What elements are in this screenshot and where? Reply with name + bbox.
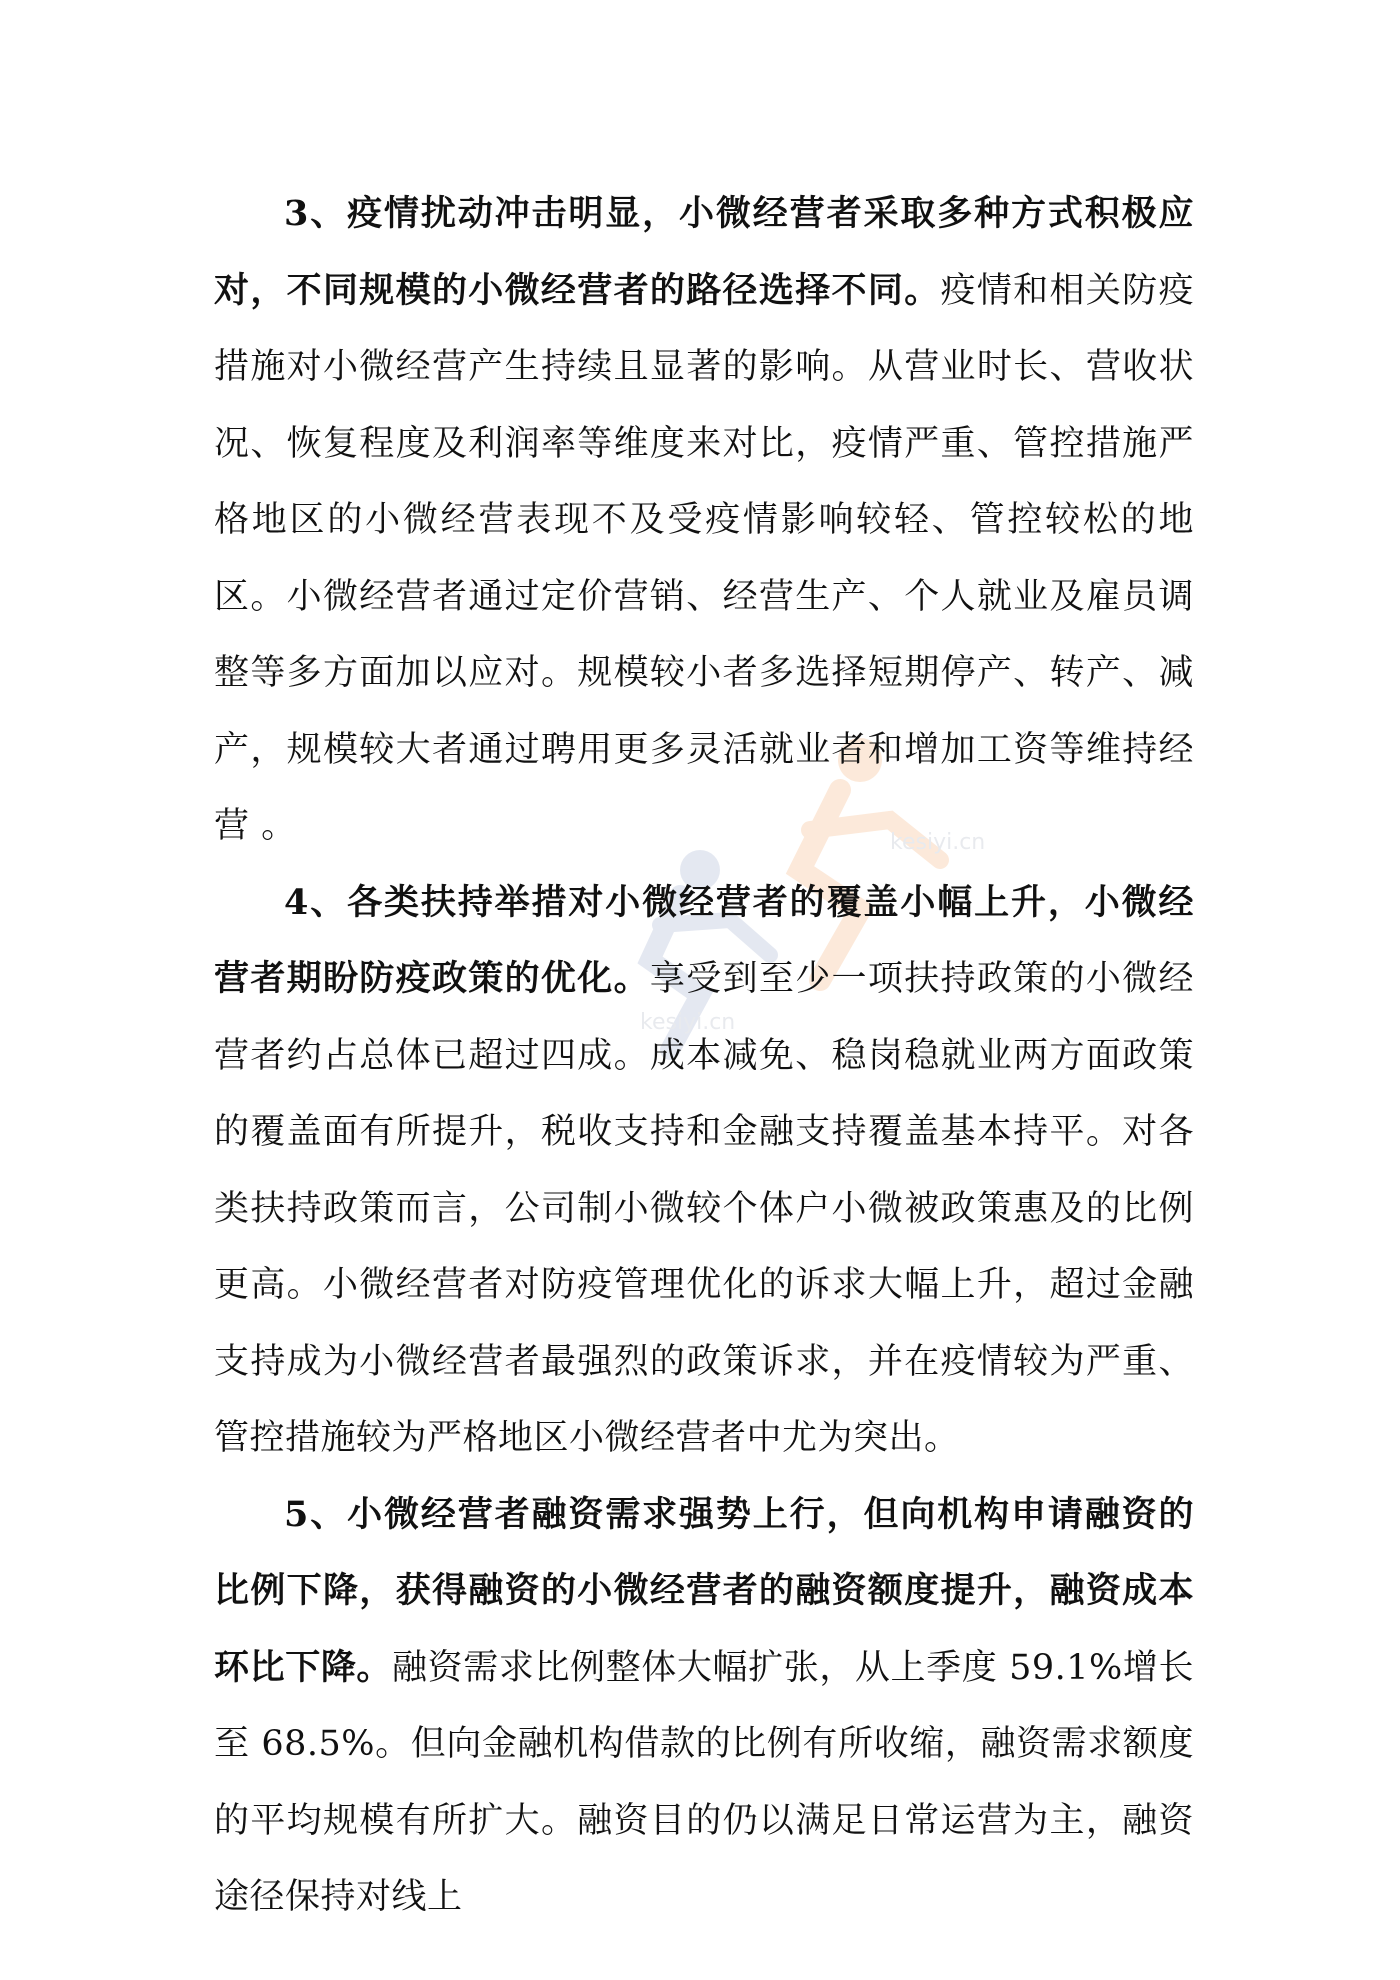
paragraph-4-lead: 4、各类扶持举措对小微经营者的覆盖小幅上升，小微经营者期盼防疫政策的优化。 [214,881,1194,999]
paragraph-3 [214,176,1194,865]
document-body [214,176,1194,1936]
paragraph-5-body: 融资需求比例整体大幅扩张，从上季度 59.1%增长至 68.5%。但向金融机构借款的比例有所收缩，融资需求额度的平均规模有所扩大。融资目的仍以满足日常运营为主，融资途径保持对线上 [214,1647,1194,1917]
watermark-text: kesiyi.cn [640,1010,736,1035]
paragraph-4-body: 享受到至少一项扶持政策的小微经营者约占总体已超过四成。成本减免、稳岗稳就业两方面政策的覆盖面有所提升，税收支持和金融支持覆盖基本持平。对各类扶持政策而言，公司制小微较个体户小微被政策惠及的比例更高。小微经营者对防疫管理优化的诉求大幅上升，超过金融支持成为小微经营者最强烈的政策诉求，并在疫情较为严重、管控措施较为严格地区小微经营者中尤为突出。 [214,959,1194,1458]
watermark-text: kesiyi.cn [890,830,986,855]
paragraph-5-lead: 5、小微经营者融资需求强势上行，但向机构申请融资的比例下降，获得融资的小微经营者的融资额度提升，融资成本环比下降。 [214,1493,1194,1688]
paragraph-5 [214,1477,1194,1936]
paragraph-3-lead: 3、疫情扰动冲击明显，小微经营者采取多种方式积极应对，不同规模的小微经营者的路径选择不同。 [214,193,1194,311]
paragraph-3-body: 疫情和相关防疫措施对小微经营产生持续且显著的影响。从营业时长、营收状况、恢复程度及利润率等维度来对比，疫情严重、管控措施严格地区的小微经营表现不及受疫情影响较轻、管控较松的地区。小微经营者通过定价营销、经营生产、个人就业及雇员调整等多方面加以应对。规模较小者多选择短期停产、转产、减产，规模较大者通过聘用更多灵活就业者和增加工资等维持经营 。 [214,270,1194,846]
paragraph-4 [214,865,1194,1477]
